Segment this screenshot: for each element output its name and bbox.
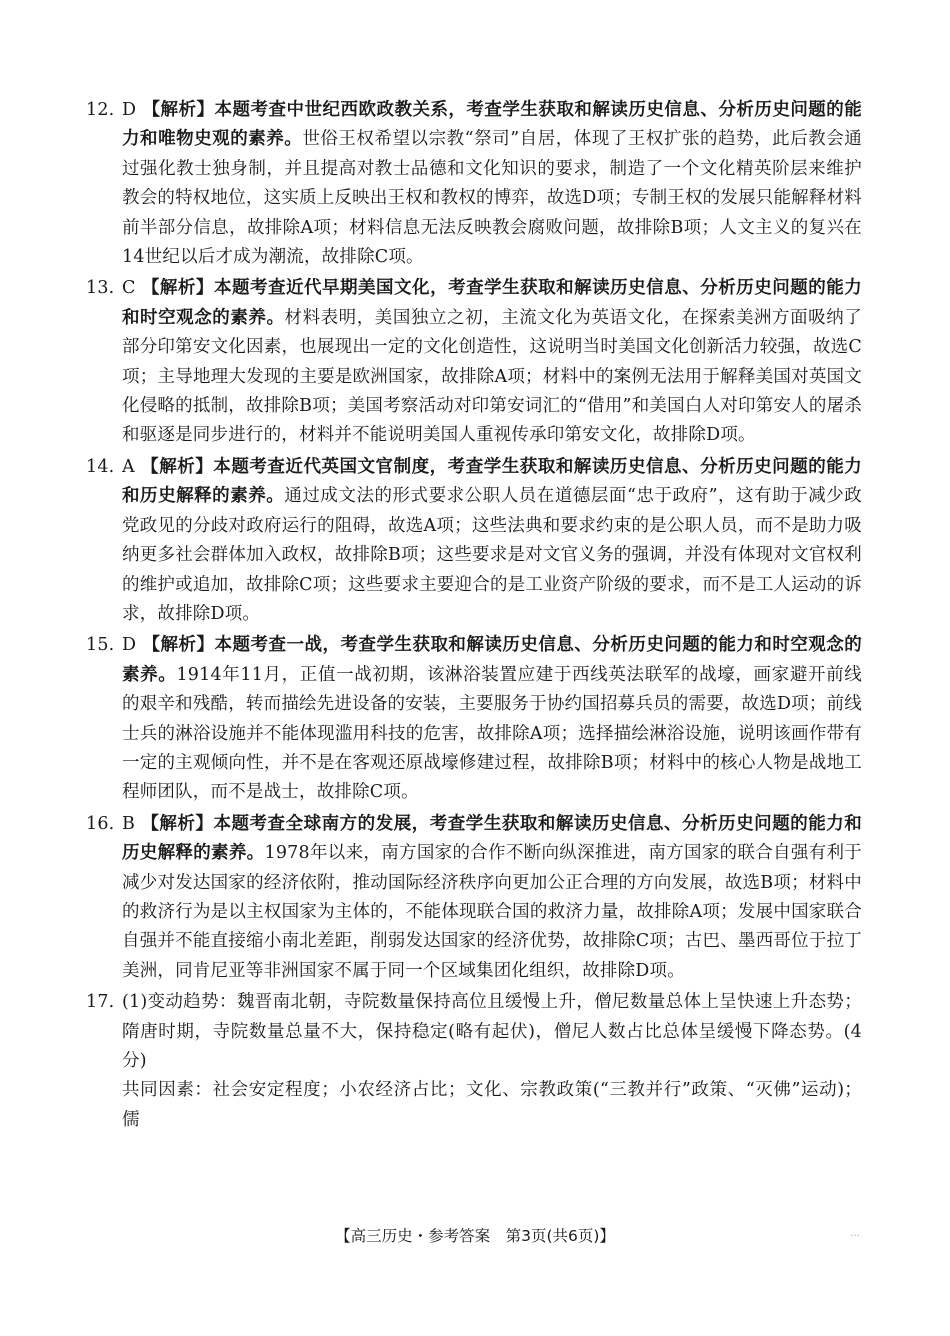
question-number: 14. (86, 456, 115, 477)
answer-item-12 (86, 96, 862, 272)
analysis-body: 材料表明，美国独立之初，主流文化为英语文化，在探索美洲方面吸纳了部分印第安文化因素，也展现出一定的文化创造性，这说明当时美国文化创新活力较强，故选C项；主导地理大发现的主要是欧洲国家，故排除A项；材料中的案例无法用于解释美国对英国文化侵略的抵制，故排除B项；美国考察活动对印第安词汇的“借用”和美国白人对印第安人的屠杀和驱逐是同步进行的，材料并不能说明美国人重视传承印第安文化，故排除D项。 (122, 307, 862, 446)
answer-letter: D (122, 635, 137, 656)
corner-mark: … (850, 1228, 860, 1239)
analysis-tag: 【解析】 (142, 100, 215, 120)
analysis-body: 1978年以来，南方国家的合作不断向纵深推进，南方国家的联合自强有利于减少对发达国家的经济依附，推动国际经济秩序向更加公正合理的方向发展，故选B项；材料中的救济行为是以主权国家为主体的，不能体现联合国的救济力量，故排除A项；发展中国家联合自强并不能直接缩小南北差距，削弱发达国家的经济优势，故排除C项；古巴、墨西哥位于拉丁美洲，同肯尼亚等非洲国家不属于同一个区域集团化组织，故排除D项。 (122, 843, 862, 981)
analysis-body: 1914年11月，正值一战初期，该淋浴装置应建于西线英法联军的战壕，画家避开前线的艰辛和残酷，转而描绘先进设备的安装，主要服务于协约国招募兵员的需要，故选D项；前线士兵的淋浴设施并不能体现滥用科技的危害，故排除A项；选择描绘淋浴设施，说明该画作带有一定的主观倾向性，并不是在客观还原战壕修建过程，故排除B项；材料中的核心人物是战地工程师团队，而不是战士，故排除C项。 (122, 664, 862, 803)
analysis-tag: 【解析】 (142, 635, 215, 656)
answer-item-16 (86, 810, 862, 986)
analysis-lead: 本题考查全球南方的发展，考查学生获取和解读历史信息、分析历史问题的能力和历史解释的素养。 (122, 813, 862, 864)
answer-item-15 (86, 631, 862, 807)
analysis-lead: 本题考查近代早期美国文化，考查学生获取和解读历史信息、分析历史问题的能力和时空观念的素养。 (122, 278, 862, 328)
answer-17-part2: 共同因素：社会安定程度；小农经济占比；文化、宗教政策(“三教并行”政策、“灭佛”运动)；儒 (122, 1080, 862, 1130)
answer-item-13 (86, 274, 862, 450)
answer-letter: B (122, 813, 136, 834)
analysis-lead: 本题考查近代英国文官制度，考查学生获取和解读历史信息、分析历史问题的能力和历史解释的素养。 (122, 456, 862, 507)
answer-page (86, 96, 862, 1137)
answer-item-17 (86, 988, 862, 1135)
question-number: 16. (86, 813, 115, 834)
question-number: 12. (86, 100, 115, 120)
analysis-lead: 本题考查中世纪西欧政教关系，考查学生获取和解读历史信息、分析历史问题的能力和唯物史观的素养。 (122, 100, 862, 150)
answer-letter: C (122, 278, 136, 299)
analysis-lead: 本题考查一战，考查学生获取和解读历史信息、分析历史问题的能力和时空观念的素养。 (122, 635, 862, 685)
answer-17-part1: (1)变动趋势：魏晋南北朝，寺院数量保持高位且缓慢上升，僧尼数量总体上呈快速上升态势；隋唐时期，寺院数量总量不大，保持稳定(略有起伏)，僧尼人数占比总体呈缓慢下降态势。(4分) (122, 992, 862, 1071)
analysis-tag: 【解析】 (140, 456, 214, 477)
analysis-body: 通过成文法的形式要求公职人员在道德层面“忠于政府”，这有助于减少政党政见的分歧对政府运行的阻碍，故选A项；这些法典和要求约束的是公职人员，而不是助力吸纳更多社会群体加入政权，故排除B项；这些要求是对文官义务的强调，并没有体现对文官权利的维护或追加，故排除C项；这些要求主要迎合的是工业资产阶级的要求，而不是工人运动的诉求，故排除D项。 (122, 486, 862, 624)
answer-letter: D (122, 100, 137, 120)
question-number: 13. (86, 278, 115, 299)
answer-item-14 (86, 453, 862, 629)
analysis-tag: 【解析】 (141, 813, 214, 834)
analysis-body: 世俗王权希望以宗教“祭司”自居，体现了王权扩张的趋势，此后教会通过强化教士独身制，并且提高对教士品德和文化知识的要求，制造了一个文化精英阶层来维护教会的特权地位，这实质上反映出王权和教权的博弈，故选D项；专制王权的发展只能解释材料前半部分信息，故排除A项；材料信息无法反映教会腐败问题，故排除B项；人文主义的复兴在14世纪以后才成为潮流，故排除C项。 (122, 129, 862, 268)
question-number: 15. (86, 635, 115, 656)
page-footer: 【高三历史・参考答案 第3页(共6页)】 (335, 1227, 615, 1245)
answer-letter: A (122, 456, 135, 477)
analysis-tag: 【解析】 (141, 278, 214, 299)
question-number: 17. (86, 992, 115, 1013)
